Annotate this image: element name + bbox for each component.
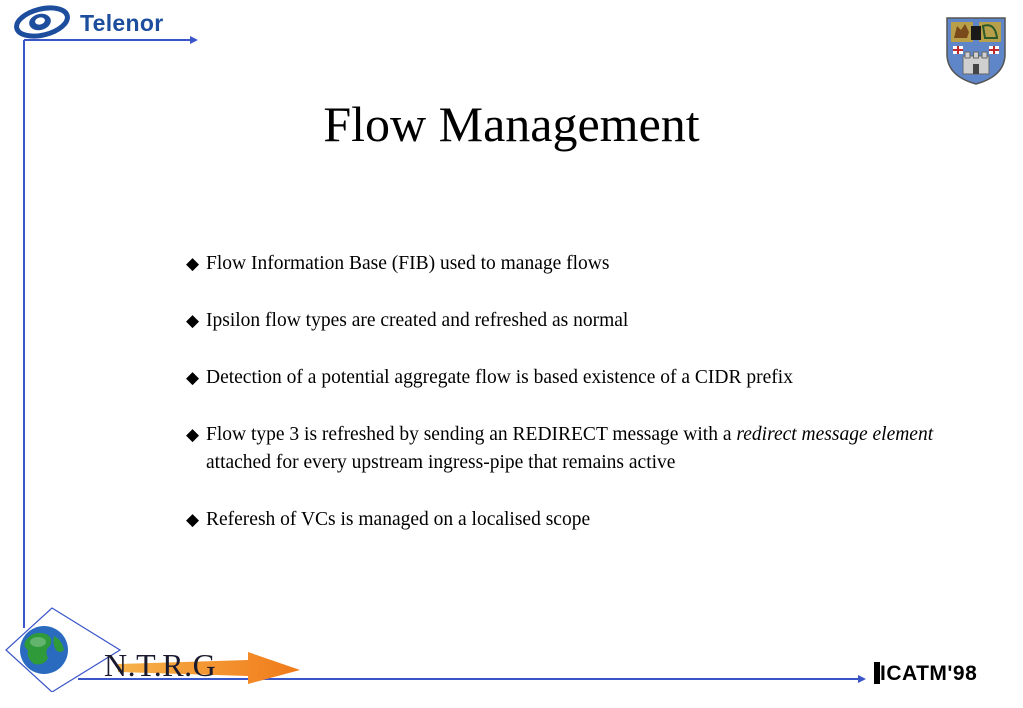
bullet-item	[186, 307, 966, 335]
bullet-text: Detection of a potential aggregate flow is based existence of a CIDR prefix	[206, 367, 793, 388]
bullet-item	[186, 421, 966, 477]
icatm-logo	[874, 660, 1000, 690]
diamond-bullet-icon: ◆	[186, 311, 200, 330]
bullet-text: Ipsilon flow types are created and refreshed as normal	[206, 310, 629, 331]
telenor-logo	[14, 4, 194, 40]
icatm-logo-text: ICATM'98	[880, 662, 978, 685]
diamond-bullet-icon: ◆	[186, 510, 200, 529]
bullet-text-end: attached for every upstream ingress-pipe that remains active	[206, 452, 676, 473]
diamond-bullet-icon: ◆	[186, 368, 200, 387]
bullet-text-start: Flow type 3 is refreshed by sending an REDIRECT message with a	[206, 424, 737, 445]
bullet-item	[186, 250, 966, 278]
slide-title: Flow Management	[323, 96, 700, 152]
bullet-item	[186, 506, 966, 534]
bullet-text: Flow Information Base (FIB) used to manage flows	[206, 253, 610, 274]
bullet-text-italic: redirect message element	[736, 424, 934, 445]
diamond-bullet-icon: ◆	[186, 254, 200, 273]
telenor-swirl-icon	[14, 4, 78, 40]
bullet-text: Referesh of VCs is managed on a localised scope	[206, 509, 591, 530]
telenor-wordmark: Telenor	[80, 10, 164, 36]
bullet-list	[186, 250, 966, 563]
diamond-bullet-icon: ◆	[186, 425, 200, 444]
coat-of-arms-icon	[945, 16, 1007, 86]
bullet-item	[186, 364, 966, 392]
ntrg-logo-text: N.T.R.G	[104, 647, 217, 683]
